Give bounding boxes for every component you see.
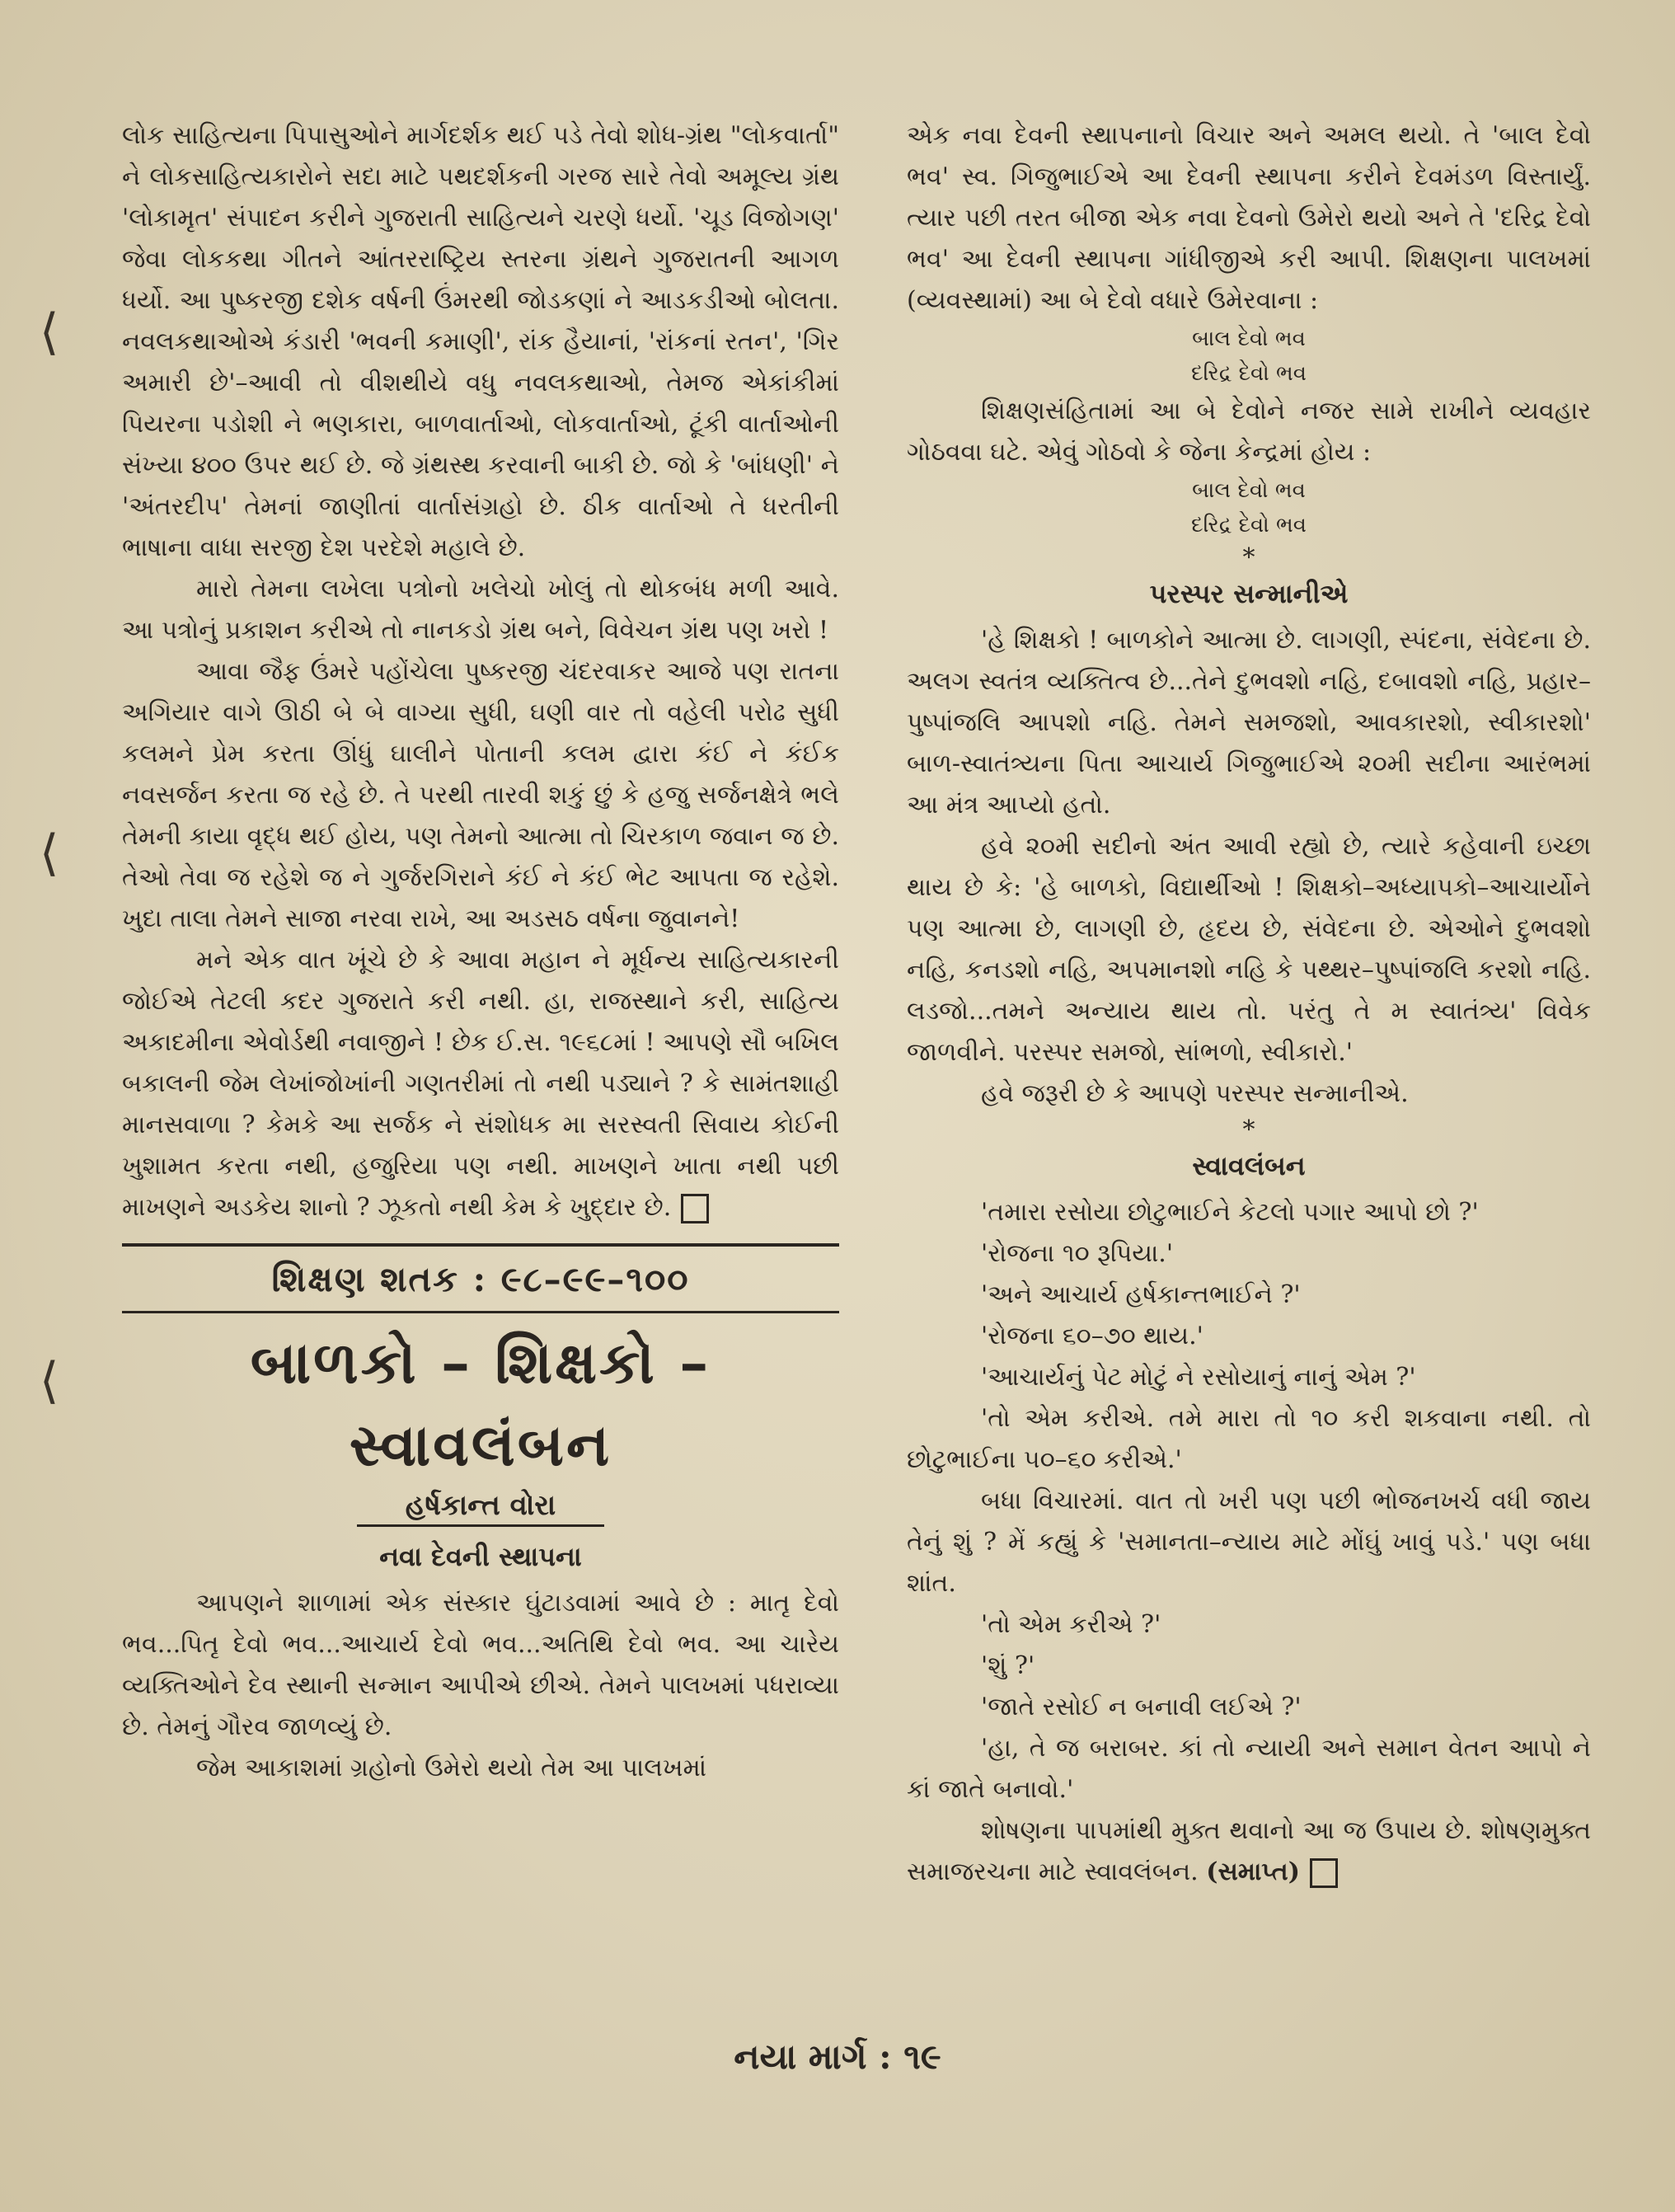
body-paragraph: શિક્ષણસંહિતામાં આ બે દેવોને નજર સામે રાખીને વ્યવહાર ગોઠવવા ઘટે. એવું ગોઠવો કે જેના કેન્દ્રમાં હોય : — [907, 397, 1591, 467]
dialog-line: 'તમારા રસોયા છોટુભાઈને કેટલો પગાર આપો છો ?' — [981, 1198, 1479, 1227]
margin-mark: ⟨ — [40, 303, 59, 361]
mantra-line: દરિદ્ર દેવો ભવ — [1191, 513, 1307, 538]
article-header — [122, 1243, 839, 1527]
body-paragraph: એક નવા દેવની સ્થાપનાનો વિચાર અને અમલ થયો. તે 'બાલ દેવો ભવ' સ્વ. ગિજુભાઈએ આ દેવની સ્થાપના કરીને દેવમંડળ વિસ્તાર્યું. ત્યાર પછી તરત બીજા એક નવા દેવનો ઉમેરો થયો અને તે 'દરિદ્ર દેવો ભવ' આ દેવની સ્થાપના ગાંધીજીએ કરી આપી. શિક્ષણના પાલખમાં (વ્યવસ્થામાં) આ બે દેવો વધારે ઉમેરવાના : — [907, 121, 1591, 315]
section-heading: પરસ્પર સન્માનીએ — [1149, 578, 1349, 609]
section-separator: * — [1242, 543, 1255, 572]
end-mark: (સમાપ્ત) — [1206, 1857, 1300, 1886]
body-paragraph: આપણને શાળામાં એક સંસ્કાર ઘુંટાડવામાં આવે છે : માતૃ દેવો ભવ...પિતૃ દેવો ભવ...આચાર્ય દેવો ભવ...અતિથિ દેવો ભવ. આ ચારેય વ્યક્તિઓને દેવ સ્થાની સન્માન આપીએ છીએ. તેમને પાલખમાં પધરાવ્યા છે. તેમનું ગૌરવ જાળવ્યું છે. — [122, 1589, 839, 1741]
margin-mark: ⟨ — [40, 824, 59, 882]
page-footer: નયા માર્ગ : ૧૯ — [734, 2036, 941, 2077]
dialog-line: 'તો એમ કરીએ ?' — [981, 1610, 1161, 1639]
section-heading: સ્વાવલંબન — [1192, 1150, 1306, 1181]
section-heading: નવા દેવની સ્થાપના — [379, 1541, 582, 1572]
mantra-line: દરિદ્ર દેવો ભવ — [1191, 361, 1307, 386]
end-box-icon — [681, 1194, 709, 1223]
article-title: બાળકો – શિક્ષકો – સ્વાવલંબન — [250, 1328, 711, 1479]
mantra-line: બાલ દેવો ભવ — [1192, 326, 1306, 351]
right-column — [907, 115, 1591, 1893]
dialog-line: 'અને આચાર્ય હર્ષકાન્તભાઈને ?' — [981, 1280, 1301, 1309]
body-paragraph: હવે ૨૦મી સદીનો અંત આવી રહ્યો છે, ત્યારે કહેવાની ઇચ્છા થાય છે કે: 'હે બાળકો, વિદ્યાર્થીઓ ! શિક્ષકો–અધ્યાપકો–આચાર્યોને પણ આત્મા છે, લાગણી છે, હૃદય છે, સંવેદના છે. એઓને દુભવશો નહિ, કનડશો નહિ, અપમાનશો નહિ કે પથ્થર–પુષ્પાંજલિ કરશો નહિ. લડજો...તમને અન્યાય થાય તો. પરંતુ તે મ સ્વાતંત્ર્ય' વિવેક જાળવીને. પરસ્પર સમજો, સાંભળો, સ્વીકારો.' — [907, 832, 1591, 1067]
body-paragraph: લોક સાહિત્યના પિપાસુઓને માર્ગદર્શક થઈ પડે તેવો શોધ-ગ્રંથ "લોકવાર્તા" ને લોકસાહિત્યકારોને સદા માટે પથદર્શકની ગરજ સારે તેવો અમૂલ્ય ગ્રંથ 'લોકામૃત' સંપાદન કરીને ગુજરાતી સાહિત્યને ચરણે ધર્યો. 'ચૂડ વિજોગણ' જેવા લોકકથા ગીતને આંતરરાષ્ટ્રિય સ્તરના ગ્રંથને ગુજરાતની આગળ ધર્યો. આ પુષ્કરજી દશેક વર્ષની ઉંમરથી જોડકણાં ને આડકડીઓ બોલતા. નવલકથાઓએ કંડારી 'ભવની કમાણી', રાંક હૈયાનાં, 'રાંકનાં રતન', 'ગિર અમારી છે'–આવી તો વીશથીયે વધુ નવલકથાઓ, તેમજ એકાંકીમાં પિયરના પડોશી ને ભણકારા, બાળવાર્તાઓ, લોકવાર્તાઓ, ટૂંકી વાર્તાઓની સંખ્યા ૪૦૦ ઉપર થઈ છે. જે ગ્રંથસ્થ કરવાની બાકી છે. જો કે 'બાંધણી' ને 'અંતરદીપ' તેમનાં જાણીતાં વાર્તાસંગ્રહો છે. ઠીક વાર્તાઓ તે ધરતીની ભાષાના વાધા સરજી દેશ પરદેશે મહાલે છે. — [122, 121, 839, 562]
dialog-line: 'તો એમ કરીએ. તમે મારા તો ૧૦ કરી શકવાના નથી. તો છોટુભાઈના ૫૦–૬૦ કરીએ.' — [907, 1404, 1591, 1474]
dialog-line: 'જાતે રસોઈ ન બનાવી લઈએ ?' — [981, 1693, 1302, 1721]
end-box-icon — [1310, 1858, 1338, 1888]
article-author: હર્ષકાન્ત વોરા — [357, 1486, 604, 1527]
margin-mark: ⟨ — [40, 1352, 59, 1410]
dialog-line: 'હા, તે જ બરાબર. કાં તો ન્યાયી અને સમાન વેતન આપો ને કાં જાતે બનાવો.' — [907, 1734, 1591, 1804]
body-paragraph: મને એક વાત ખૂંચે છે કે આવા મહાન ને મૂર્ધન્ય સાહિત્યકારની જોઈએ તેટલી કદર ગુજરાતે કરી નથી. હા, રાજસ્થાને કરી, સાહિત્ય અકાદમીના એવોર્ડથી નવાજીને ! છેક ઈ.સ. ૧૯૬૮માં ! આપણે સૌ બખિલ બકાલની જેમ લેખાંજોખાંની ગણતરીમાં તો નથી પડ્યાને ? કે સામંતશાહી માનસવાળા ? કેમકે આ સર્જક ને સંશોધક મા સરસ્વતી સિવાય કોઈની ખુશામત કરતા નથી, હજુરિયા પણ નથી. માખણને ખાતા નથી પછી માખણને અડકેય શાનો ? ઝૂકતો નથી કેમ કે ખુદ્દાર છે. — [122, 946, 839, 1222]
mantra-line: બાલ દેવો ભવ — [1192, 478, 1306, 503]
left-column — [122, 115, 839, 1789]
body-paragraph: શોષણના પાપમાંથી મુક્ત થવાનો આ જ ઉપાય છે. શોષણમુક્ત સમાજરચના માટે સ્વાવલંબન. (સમાપ્ત) — [907, 1816, 1591, 1886]
body-paragraph: હવે જરૂરી છે કે આપણે પરસ્પર સન્માનીએ. — [981, 1079, 1409, 1108]
dialog-line: 'રોજના ૬૦–૭૦ થાય.' — [981, 1322, 1203, 1350]
body-paragraph: જેમ આકાશમાં ગ્રહોનો ઉમેરો થયો તેમ આ પાલખમાં — [196, 1754, 707, 1782]
dialog-line: 'રોજના ૧૦ રૂપિયા.' — [981, 1239, 1174, 1268]
section-separator: * — [1242, 1115, 1255, 1144]
series-label: શિક્ષણ શતક : ૯૮–૯૯–૧૦૦ — [122, 1255, 839, 1313]
body-paragraph: મારો તેમના લખેલા પત્રોનો ખલેચો ખોલું તો થોકબંધ મળી આવે. આ પત્રોનું પ્રકાશન કરીએ તો નાનકડો ગ્રંથ બને, વિવેચન ગ્રંથ પણ ખરો ! — [122, 575, 839, 645]
body-paragraph: 'હે શિક્ષકો ! બાળકોને આત્મા છે. લાગણી, સ્પંદના, સંવેદના છે. અલગ સ્વતંત્ર વ્યક્તિત્વ છે...તેને દુભવશો નહિ, દબાવશો નહિ, પ્રહાર–પુષ્પાંજલિ આપશો નહિ. તેમને સમજશો, આવકારશો, સ્વીકારશો' બાળ-સ્વાતંત્ર્યના પિતા આચાર્ય ગિજુભાઈએ ૨૦મી સદીના આરંભમાં આ મંત્ર આપ્યો હતો. — [907, 626, 1591, 820]
dialog-line: બધા વિચારમાં. વાત તો ખરી પણ પછી ભોજનખર્ચ વધી જાય તેનું શું ? મેં કહ્યું કે 'સમાનતા–ન્યાય માટે મોંઘું ખાવું પડે.' પણ બધા શાંત. — [907, 1486, 1591, 1598]
body-paragraph: આવા જૈફ ઉંમરે પહોંચેલા પુષ્કરજી ચંદરવાકર આજે પણ રાતના અગિયાર વાગે ઊઠી બે બે વાગ્યા સુધી, ઘણી વાર તો વહેલી પરોઢ સુધી કલમને પ્રેમ કરતા ઊંધું ઘાલીને પોતાની કલમ દ્વારા કંઈ ને કંઈક નવસર્જન કરતા જ રહે છે. તે પરથી તારવી શકું છું કે હજુ સર્જનક્ષેત્રે ભલે તેમની કાયા વૃદ્ધ થઈ હોય, પણ તેમનો આત્મા તો ચિરકાળ જવાન જ છે. તેઓ તેવા જ રહેશે જ ને ગુર્જરગિરાને કંઈ ને કંઈ ભેટ આપતા જ રહેશે. ખુદા તાલા તેમને સાજા નરવા રાખે, આ અડસઠ વર્ષના જુવાનને! — [122, 657, 840, 933]
dialog-line: 'શું ?' — [981, 1651, 1035, 1680]
dialog-line: 'આચાર્યનું પેટ મોટું ને રસોયાનું નાનું એમ ?' — [981, 1363, 1416, 1392]
